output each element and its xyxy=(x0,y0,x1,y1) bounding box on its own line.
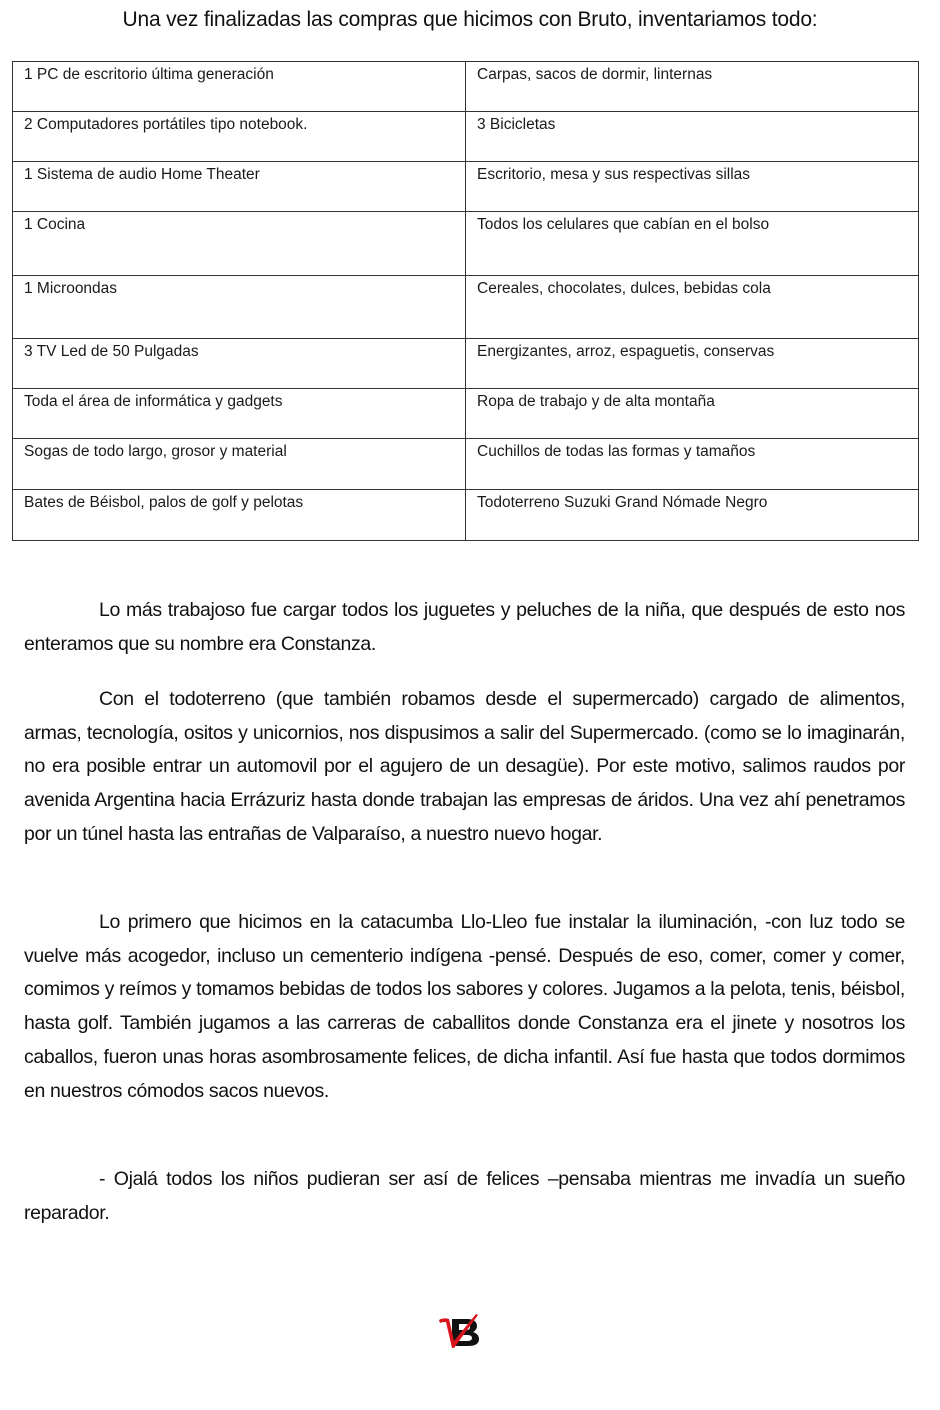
table-row xyxy=(13,276,919,339)
paragraph-2-container xyxy=(24,683,905,852)
inventory-cell-right: Carpas, sacos de dormir, linternas xyxy=(466,62,919,112)
inventory-cell-left: 2 Computadores portátiles tipo notebook. xyxy=(13,112,466,162)
intro-sentence: Una vez finalizadas las compras que hicimos con Bruto, inventariamos todo: xyxy=(122,8,818,31)
inventory-cell-left: 1 Sistema de audio Home Theater xyxy=(13,162,466,212)
inventory-cell-right: 3 Bicicletas xyxy=(466,112,919,162)
inventory-cell-left: 1 Cocina xyxy=(13,212,466,276)
inventory-cell-left: Bates de Béisbol, palos de golf y pelotas xyxy=(13,490,466,541)
table-row xyxy=(13,212,919,276)
paragraph-1-container xyxy=(24,594,905,661)
paragraph: - Ojalá todos los niños pudieran ser así de felices –pensaba mientras me invadía un sueño reparador. xyxy=(24,1168,905,1224)
paragraph: Lo más trabajoso fue cargar todos los juguetes y peluches de la niña, que después de esto nos enteramos que su nombre era Constanza. xyxy=(24,599,905,655)
vb-logo-icon xyxy=(436,1310,486,1350)
inventory-cell-right: Energizantes, arroz, espaguetis, conservas xyxy=(466,339,919,389)
paragraph-3-container xyxy=(24,906,905,1108)
inventory-cell-left: 3 TV Led de 50 Pulgadas xyxy=(13,339,466,389)
table-row xyxy=(13,339,919,389)
inventory-cell-left: 1 PC de escritorio última generación xyxy=(13,62,466,112)
paragraph: Lo primero que hicimos en la catacumba Llo-Lleo fue instalar la iluminación, -con luz todo se vuelve más acogedor, incluso un cementerio indígena -pensé. Después de eso, comer, comer y comer, comimos y reímos y tomamos bebidas de todos los sabores y colores. Jugamos a la pelota, tenis, béisbol, hasta golf. También jugamos a las carreras de caballitos donde Constanza era el jinete y nosotros los caballos, fueron unas horas asombrosamente felices, de dicha infantil. Así fue hasta que todos dormimos en nuestros cómodos sacos nuevos. xyxy=(24,911,905,1102)
paragraph: Con el todoterreno (que también robamos desde el supermercado) cargado de alimentos, armas, tecnología, ositos y unicornios, nos dispusimos a salir del Supermercado. (como se lo imaginarán, no era posible entrar un automovil por el agujero de un desagüe). Por este motivo, salimos raudos por avenida Argentina hacia Errázuriz hasta donde trabajan las empresas de áridos. Una vez ahí penetramos por un túnel hasta las entrañas de Valparaíso, a nuestro nuevo hogar. xyxy=(24,688,905,845)
inventory-cell-left: Toda el área de informática y gadgets xyxy=(13,389,466,439)
inventory-cell-left: 1 Microondas xyxy=(13,276,466,339)
table-row xyxy=(13,490,919,541)
table-row xyxy=(13,112,919,162)
inventory-cell-right: Ropa de trabajo y de alta montaña xyxy=(466,389,919,439)
table-row xyxy=(13,439,919,490)
inventory-cell-right: Todos los celulares que cabían en el bolso xyxy=(466,212,919,276)
inventory-cell-right: Todoterreno Suzuki Grand Nómade Negro xyxy=(466,490,919,541)
paragraph-4-container xyxy=(24,1163,905,1230)
inventory-cell-right: Escritorio, mesa y sus respectivas sillas xyxy=(466,162,919,212)
inventory-cell-right: Cereales, chocolates, dulces, bebidas cola xyxy=(466,276,919,339)
inventory-cell-left: Sogas de todo largo, grosor y material xyxy=(13,439,466,490)
inventory-cell-right: Cuchillos de todas las formas y tamaños xyxy=(466,439,919,490)
inventory-table xyxy=(12,61,919,541)
table-row xyxy=(13,62,919,112)
table-row xyxy=(13,389,919,439)
table-row xyxy=(13,162,919,212)
